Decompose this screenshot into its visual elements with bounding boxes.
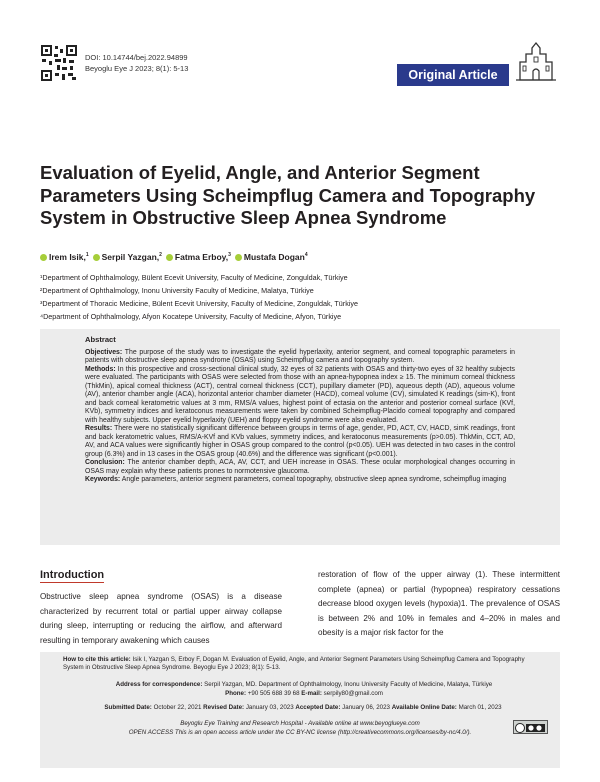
author-list — [40, 252, 308, 262]
abstract-heading: Abstract — [85, 335, 116, 344]
license-line[interactable]: OPEN ACCESS This is an open access article under the CC BY-NC license (http://creativecommons.org/licenses/by-nc/4.0/). — [128, 729, 472, 736]
abstract-conclusion: Conclusion: The anterior chamber depth, ACA, AV, CCT, and UEH increase in OSAS. These ocular morphological changes occurring in OSAS may explain why these patients prones to normotensive glaucoma. — [85, 459, 515, 475]
abstract-results: Results: There were no statistically significant difference between groups in terms of age, gender, PD, ACT, CV, HACD, simK readings, front and back keratometric values, RMS/A-KVf and KVb values, symmetry indices, and keratoconus measurements (p>0.05). ThkMin, CCT, AD, AV, and ACA values were significantly higher in OSAS group compared to the control (p<0.05). UEH was detected in two cases in the control group (6.3%) and in 13 cases in the OSAS group (40.6%) and the difference was significant (p<0.001). — [85, 425, 515, 458]
journal-logo-icon — [512, 40, 560, 88]
email-link[interactable]: serpily80@gmail.com — [323, 689, 383, 697]
orcid-icon[interactable] — [166, 254, 173, 261]
abstract-methods: Methods: In this prospective and cross-sectional clinical study, 32 eyes of 32 patients with OSAS and thirty-two eyes of 32 healthy subjects were evaluated. The participants with OSAS were selected from those with an apnea-hypopnea index ≥ 15. The minimum corneal thickness (ThkMin), apical corneal thickness (ACT), central corneal thickness (CCT), pupillary diameter (PD), aqueous depth (AD), aqueous volume (AV), anterior chamber angle (ACA), horizontal anterior chamber diameter (HACD), corneal volume (CV), simulated K readings (sim-K), front and back corneal keratometric values at 3 mm, RMS/A values, highest point of ectasia on the anterior and posterior corneal surface (KVf, KVb), symmetry indices and keratoconus measurements were taken by combined Scheimpflug-Placido corneal topography and compared with healthy subjects. Upper eyelid hyperlaxity (UEH) and floppy eyelid syndrome were also evaluated. — [85, 365, 515, 424]
author-2: Serpil Yazgan,$^2$ — [93, 252, 162, 262]
qr-code — [40, 44, 78, 82]
publisher-info — [40, 719, 560, 737]
citation: How to cite this article: Isik I, Yazgan S, Erboy F, Dogan M. Evaluation of Eyelid, Angle, and Anterior Segment Parameters Using Scheimpflug Camera and Topography System in Obstructive Sleep Apnea Syndrome. Beyoglu Eye J 2023; 8(1): 5-13. — [63, 656, 525, 672]
orcid-icon[interactable] — [235, 254, 242, 261]
cc-license-icon[interactable] — [513, 720, 548, 734]
affiliations — [40, 271, 560, 323]
abstract-keywords: Keywords: Angle parameters, anterior segment parameters, corneal topography, obstructive sleep apnea syndrome, scheimpflug imaging — [85, 476, 507, 483]
introduction-heading: Introduction — [40, 569, 105, 581]
author-4: Mustafa Dogan$^4$ — [235, 252, 308, 262]
author-1: Irem Isik,$^1$ — [40, 252, 89, 262]
article-type-badge: Original Article — [397, 64, 509, 86]
author-3: Fatma Erboy,$^3$ — [166, 252, 231, 262]
abstract-objectives: Objectives: The purpose of the study was to investigate the eyelid hyperlaxity, anterior segment, and corneal topographic parameters in patients with obstructive sleep apnea syndrome (OSAS) using Scheimpflug camera and topography system. — [85, 348, 515, 364]
publisher-line[interactable]: Beyoglu Eye Training and Research Hospital - Available online at www.beyoglueye.com — [180, 720, 420, 727]
affiliation-3: ³Department of Thoracic Medicine, Bülent Ecevit University, Faculty of Medicine, Zonguldak, Türkiye — [40, 299, 358, 308]
affiliation-4: ⁴Department of Ophthalmology, Afyon Kocatepe University, Faculty of Medicine, Afyon, Türkiye — [40, 312, 342, 321]
intro-column-left: Obstructive sleep apnea syndrome (OSAS) is a disease characterized by recurrent total or partial upper airway collapse during sleep, interrupting or reducing the airflow, and afterward resulting in temporary awakening which causes — [40, 592, 282, 645]
orcid-icon[interactable] — [40, 254, 47, 261]
abstract — [85, 336, 515, 485]
journal-line: Beyoglu Eye J 2023; 8(1): 5-13 — [85, 64, 189, 73]
article-title: Evaluation of Eyelid, Angle, and Anterior Segment Parameters Using Scheimpflug Camera and Topography System in Obstructive Sleep Apnea Syndrome — [40, 162, 536, 228]
correspondence: Address for correspondence: Serpil Yazgan, MD. Department of Ophthalmology, Inonu University Faculty of Medicine, Malatya, Türkiye Phone: +90 505 688 39 68 E-mail: serpily80@gmail.com — [115, 681, 493, 697]
affiliation-2: ²Department of Ophthalmology, Inonu University Faculty of Medicine, Malatya, Türkiye — [40, 286, 314, 295]
orcid-icon[interactable] — [93, 254, 100, 261]
article-dates: Submitted Date: October 22, 2021 Revised Date: January 03, 2023 Accepted Date: January 06, 2023 Available Online Date: March 01, 2023 — [104, 704, 502, 711]
intro-column-right: restoration of flow of the upper airway (1). These intermittent complete (apnea) or partial (hypopnea) respiratory cessations decrease blood oxygen levels (hypoxia)1. The prevalence of OSAS is between 2% and 10% in females and 4–20% in males and obesity is a major risk factor for the — [318, 570, 560, 638]
doi-block — [85, 52, 188, 74]
affiliation-1: ¹Department of Ophthalmology, Bülent Ecevit University, Faculty of Medicine, Zonguldak, Türkiye — [40, 273, 348, 282]
doi-line[interactable]: DOI: 10.14744/bej.2022.94899 — [85, 53, 188, 62]
